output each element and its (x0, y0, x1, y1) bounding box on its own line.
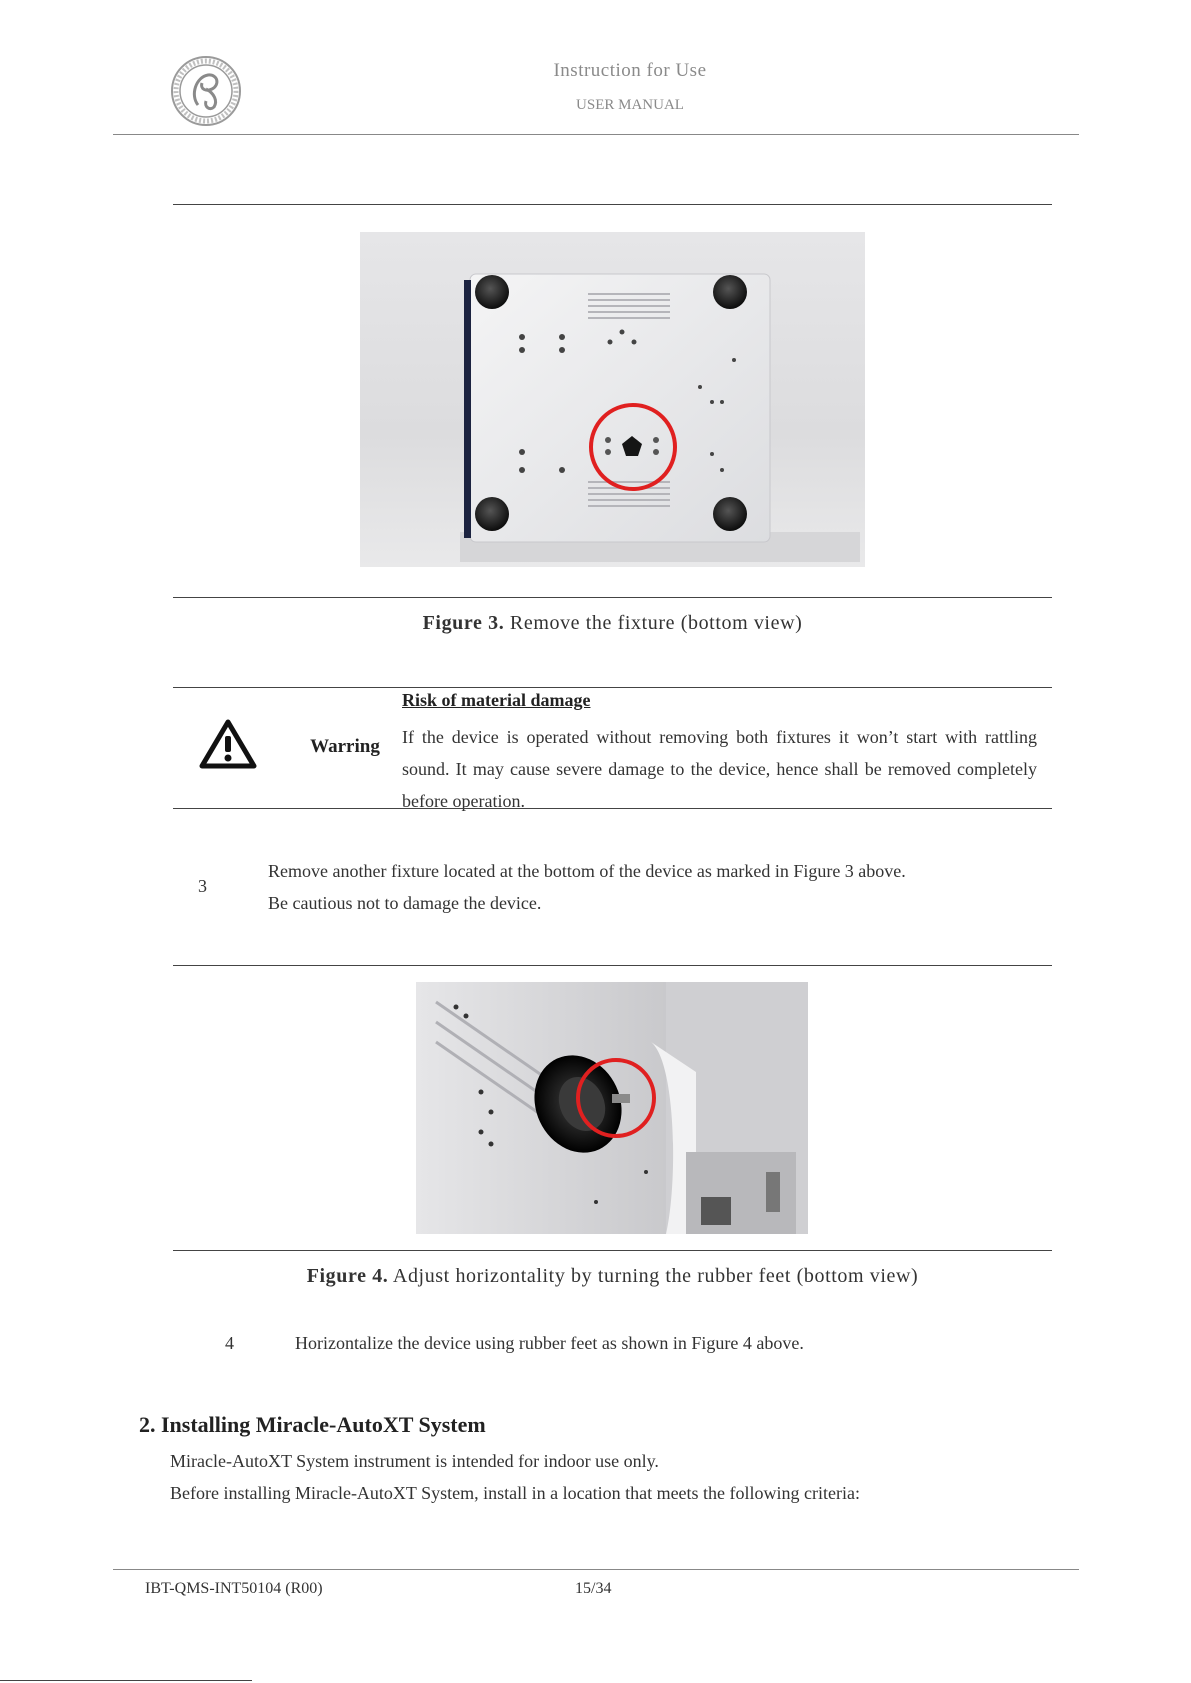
figure4-caption (173, 1265, 1052, 1288)
figure3-top-rule (173, 204, 1052, 205)
figure3-caption-text: Remove the fixture (bottom view) (504, 612, 803, 634)
header-divider (113, 134, 1079, 135)
header-title: Instruction for Use (553, 60, 707, 81)
figure3-photo (360, 232, 865, 567)
step3-text (268, 855, 1058, 919)
step3-line2: Be cautious not to damage the device. (268, 893, 542, 913)
section-heading: 2. Installing Miracle-AutoXT System (139, 1412, 486, 1437)
step3-number: 3 (198, 876, 207, 896)
warning-text: If the device is operated without removing both fixtures it won’t start with rattling sound. It may cause severe damage to the device, hence shall be removed completely before operation. (402, 727, 1037, 811)
figure3-caption (173, 612, 1052, 635)
figure4-bottom-rule (173, 1250, 1052, 1251)
figure4-photo (416, 982, 808, 1234)
page-number: 15/34 (575, 1580, 612, 1597)
section-body-line1: Miracle-AutoXT System instrument is intended for indoor use only. (170, 1451, 659, 1471)
footnote-separator (0, 1680, 252, 1681)
warning-bottom-rule (173, 808, 1052, 809)
warning-top-rule (173, 687, 1052, 688)
step4-text: Horizontalize the device using rubber feet as shown in Figure 4 above. (295, 1333, 804, 1353)
warning-triangle-icon (198, 718, 258, 770)
figure3-label: Figure 3. (422, 612, 505, 634)
figure4-top-rule (173, 965, 1052, 966)
figure3-bottom-rule (173, 597, 1052, 598)
header-subtitle: USER MANUAL (576, 97, 684, 113)
company-seal-logo (170, 55, 242, 127)
footer-divider (113, 1569, 1079, 1570)
figure4-caption-text: Adjust horizontality by turning the rubber feet (bottom view) (388, 1265, 919, 1287)
section-body-line2: Before installing Miracle-AutoXT System, install in a location that meets the following criteria: (170, 1483, 861, 1503)
figure4-label: Figure 4. (306, 1265, 389, 1287)
document-id: IBT-QMS-INT50104 (R00) (145, 1580, 323, 1597)
warning-label: Warring (310, 736, 380, 757)
step3-line1: Remove another fixture located at the bottom of the device as marked in Figure 3 above. (268, 861, 906, 881)
warning-title: Risk of material damage (402, 690, 591, 710)
step4-number: 4 (225, 1333, 234, 1353)
